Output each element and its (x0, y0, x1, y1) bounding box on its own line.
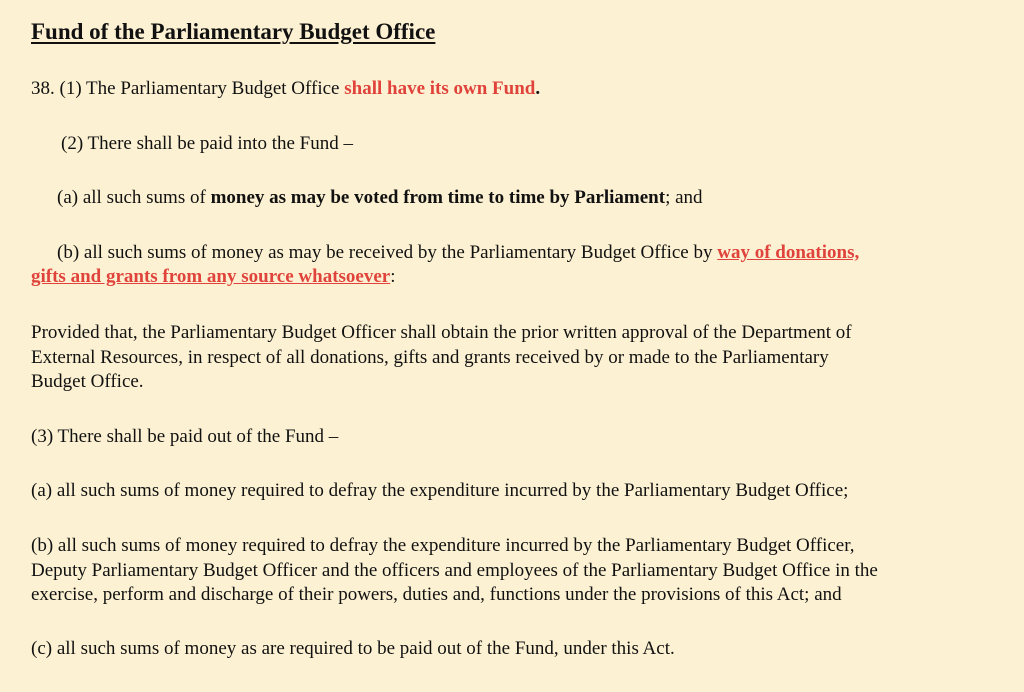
clause-38-2a-bold: money as may be voted from time to time by Parliament (210, 187, 666, 208)
clause-38-2b-text: (b) all such sums of money as may be received by the Parliamentary Budget Office by (57, 242, 718, 263)
clause-38-1-suffix: . (535, 78, 541, 99)
clause-38-3: (3) There shall be paid out of the Fund – (31, 426, 339, 447)
proviso-line-2: External Resources, in respect of all donations, gifts and grants received by or made to the Parliamentary (31, 347, 829, 368)
clause-38-2a-suffix: ; and (665, 187, 703, 208)
clause-38-1-text: 38. (1) The Parliamentary Budget Office (31, 78, 345, 99)
proviso-line-1: Provided that, the Parliamentary Budget Officer shall obtain the prior written approval of the Department of (31, 322, 852, 343)
clause-38-3c: (c) all such sums of money as are required to be paid out of the Fund, under this Act. (31, 638, 675, 659)
clause-38-2b-line1 (57, 241, 859, 265)
clause-38-3b-line-1: (b) all such sums of money required to defray the expenditure incurred by the Parliamentary Budget Officer, (31, 535, 855, 556)
clause-38-3a: (a) all such sums of money required to defray the expenditure incurred by the Parliamentary Budget Office; (31, 480, 849, 501)
clause-38-2a (57, 186, 703, 210)
clause-38-2a-text: (a) all such sums of (57, 187, 211, 208)
clause-38-2b-highlight-2: gifts and grants from any source whatsoever (31, 266, 391, 287)
clause-38-2b-line2 (31, 265, 396, 289)
clause-38-2: (2) There shall be paid into the Fund – (61, 133, 353, 154)
clause-38-3b-line-2: Deputy Parliamentary Budget Officer and the officers and employees of the Parliamentary Budget Office in the (31, 560, 878, 581)
clause-38-2b-suffix: : (390, 266, 396, 287)
clause-38-3b-line-3: exercise, perform and discharge of their powers, duties and, functions under the provisions of this Act; and (31, 584, 842, 605)
clause-38-2b-highlight-1: way of donations, (717, 242, 860, 263)
section-heading: Fund of the Parliamentary Budget Office (31, 19, 436, 44)
proviso-line-3: Budget Office. (31, 371, 144, 392)
clause-38-1 (31, 77, 540, 101)
clause-38-1-highlight: shall have its own Fund (344, 78, 536, 99)
